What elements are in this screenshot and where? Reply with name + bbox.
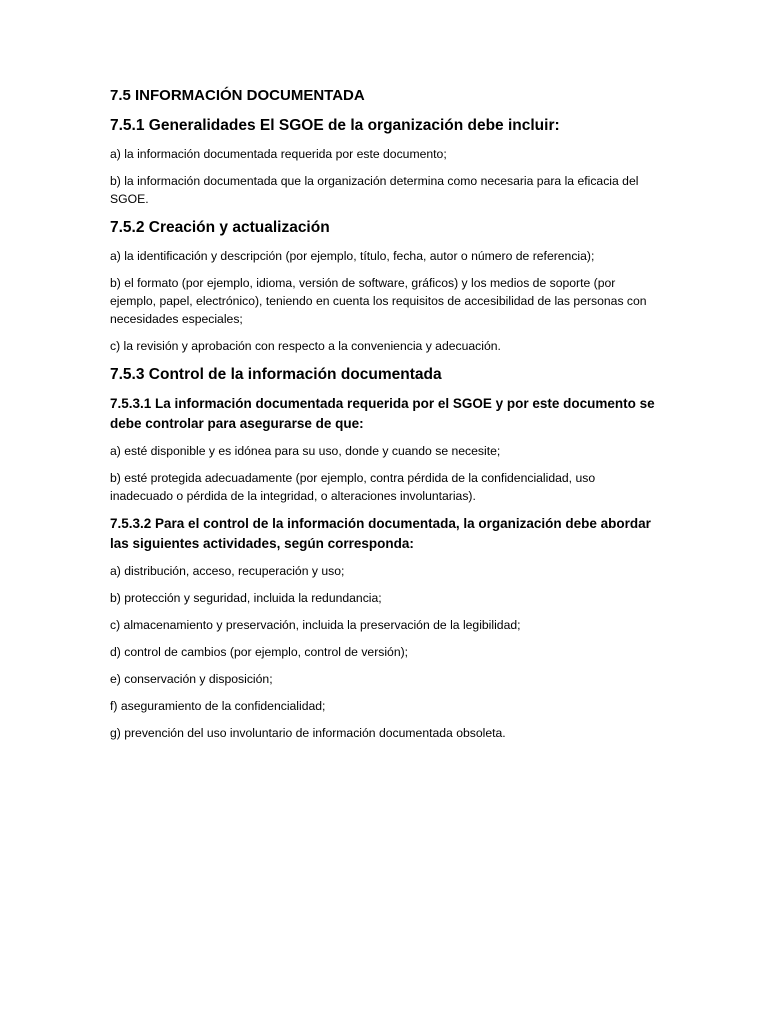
list-item: b) la información documentada que la organización determina como necesaria para la eficacia del SGOE. (110, 174, 639, 206)
list-item: e) conservación y disposición; (110, 672, 273, 686)
list-item: a) esté disponible y es idónea para su uso, donde y cuando se necesite; (110, 444, 501, 458)
list-item: a) distribución, acceso, recuperación y uso; (110, 564, 345, 578)
list-item: a) la identificación y descripción (por ejemplo, título, fecha, autor o número de referencia); (110, 249, 595, 263)
document-title: 7.5 INFORMACIÓN DOCUMENTADA (110, 87, 365, 104)
list-item: c) almacenamiento y preservación, incluida la preservación de la legibilidad; (110, 618, 521, 632)
list-item: b) el formato (por ejemplo, idioma, versión de software, gráficos) y los medios de soporte (por ejemplo, papel, electrónico), teniendo en cuenta los requisitos de accesibilidad de las personas con necesidades especiales; (110, 276, 647, 326)
list-item: c) la revisión y aprobación con respecto a la conveniencia y adecuación. (110, 339, 501, 353)
section-7-5-3-heading: 7.5.3 Control de la información documentada (110, 366, 442, 383)
section-7-5-3-1-heading: 7.5.3.1 La información documentada requerida por el SGOE y por este documento se debe controlar para asegurarse de que: (110, 396, 655, 431)
list-item: d) control de cambios (por ejemplo, control de versión); (110, 645, 409, 659)
section-7-5-2-heading: 7.5.2 Creación y actualización (110, 219, 330, 236)
list-item: a) la información documentada requerida por este documento; (110, 147, 447, 161)
section-7-5-3-2-heading: 7.5.3.2 Para el control de la información documentada, la organización debe abordar las siguientes actividades, según corresponda: (110, 516, 651, 551)
section-7-5-1-heading: 7.5.1 Generalidades El SGOE de la organización debe incluir: (110, 117, 560, 134)
list-item: f) aseguramiento de la confidencialidad; (110, 699, 326, 713)
list-item: g) prevención del uso involuntario de información documentada obsoleta. (110, 726, 506, 740)
list-item: b) esté protegida adecuadamente (por ejemplo, contra pérdida de la confidencialidad, uso inadecuado o pérdida de la integridad, o alteraciones involuntarias). (110, 471, 596, 503)
list-item: b) protección y seguridad, incluida la redundancia; (110, 591, 382, 605)
